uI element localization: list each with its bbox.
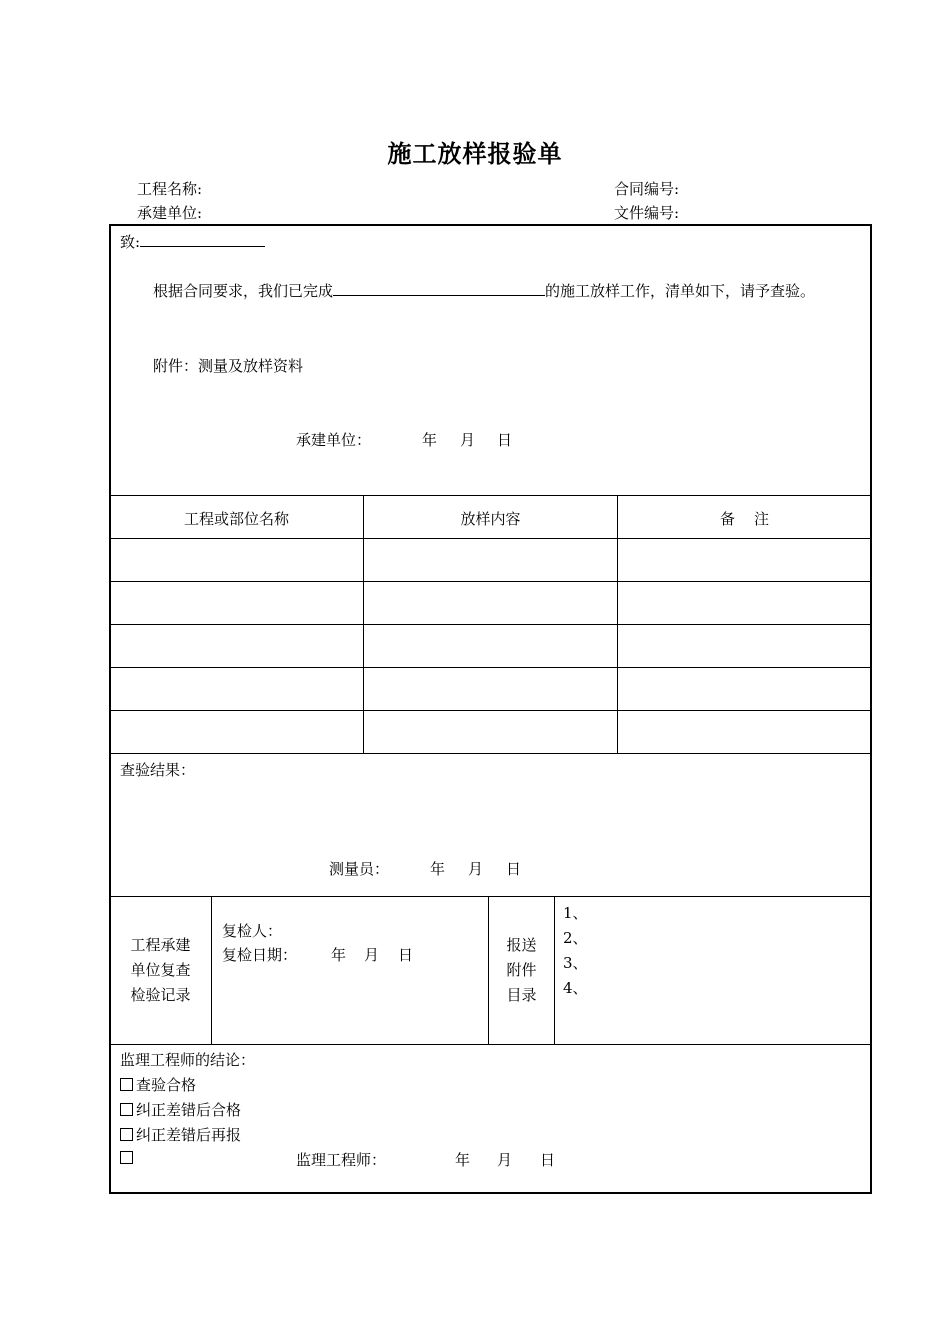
header-layout-content: 放样内容: [460, 510, 521, 528]
attach-label-line: 附件: [506, 961, 537, 979]
option-label: 纠正差错后再报: [136, 1126, 242, 1144]
col-line: [617, 495, 618, 753]
table-top-line: [110, 495, 871, 496]
notice-year: 年: [422, 431, 438, 449]
result-label: 查验结果：: [120, 761, 196, 779]
inspection-day: 日: [506, 860, 522, 878]
attach-label-line: 报送: [506, 936, 537, 954]
row-line: [110, 581, 871, 582]
notice-body-suffix: 的施工放样工作，清单如下，请予查验。: [545, 282, 816, 300]
contract-no-label: 合同编号:: [614, 180, 680, 198]
recheck-top-line: [110, 896, 871, 897]
inspection-year: 年: [430, 860, 446, 878]
recheck-label-line: 单位复查: [130, 961, 191, 979]
attach-label-line: 目录: [506, 986, 537, 1004]
inspection-month: 月: [468, 860, 484, 878]
recheck-bottom-line: [110, 1044, 871, 1045]
option-pass-after-fix[interactable]: [120, 1099, 241, 1120]
checkbox-icon[interactable]: [120, 1078, 133, 1091]
attachment-item: 4、: [563, 979, 588, 997]
contractor-label: 承建单位:: [137, 204, 203, 222]
recheck-year: 年: [331, 946, 347, 964]
checkbox-icon[interactable]: [120, 1151, 133, 1164]
file-no-label: 文件编号:: [614, 204, 680, 222]
attachment-item: 1、: [563, 904, 588, 922]
row-line: [110, 667, 871, 668]
supervisor-month: 月: [497, 1151, 513, 1169]
recheck-record-label: [110, 933, 211, 1008]
recheck-day: 日: [398, 946, 414, 964]
option-label: 纠正差错后合格: [136, 1101, 242, 1119]
surveyor-label: 测量员：: [329, 860, 390, 878]
to-label: 致:: [120, 233, 141, 251]
notice-month: 月: [460, 431, 476, 449]
page-title: 施工放样报验单: [387, 140, 563, 168]
attachment-dir-label: [489, 933, 554, 1008]
recheck-month: 月: [364, 946, 380, 964]
recheck-col-line: [554, 896, 555, 1044]
notice-body-prefix: 根据合同要求，我们已完成: [153, 282, 334, 300]
attachment-list: [563, 901, 588, 1001]
option-pass[interactable]: [120, 1074, 196, 1095]
contractor-sign: 承建单位：: [296, 431, 372, 449]
checkbox-icon[interactable]: [120, 1103, 133, 1116]
option-resubmit[interactable]: [120, 1124, 241, 1145]
option-label: 查验合格: [136, 1076, 197, 1094]
recheck-col-line: [211, 896, 212, 1044]
supervisor-day: 日: [540, 1151, 556, 1169]
option-other[interactable]: [120, 1149, 136, 1167]
col-line: [363, 495, 364, 753]
checkbox-icon[interactable]: [120, 1128, 133, 1141]
to-blank[interactable]: [140, 232, 265, 247]
table-bottom-line: [110, 753, 871, 754]
attachment-item: 2、: [563, 929, 588, 947]
notice-body: [153, 280, 815, 301]
rechecker-label: 复检人：: [222, 922, 283, 940]
recheck-label-line: 检验记录: [130, 986, 191, 1004]
row-line: [110, 624, 871, 625]
recheck-date-label: 复检日期：: [222, 946, 298, 964]
conclusion-label: 监理工程师的结论：: [120, 1051, 256, 1069]
supervisor-year: 年: [455, 1151, 471, 1169]
engineer-label: 监理工程师：: [296, 1151, 387, 1169]
header-project-part: 工程或部位名称: [183, 510, 289, 528]
attachment-item: 3、: [563, 954, 588, 972]
project-name-label: 工程名称:: [137, 180, 203, 198]
work-blank[interactable]: [333, 281, 545, 296]
attachment-text: 附件：测量及放样资料: [153, 357, 304, 375]
row-line: [110, 710, 871, 711]
notice-day: 日: [497, 431, 513, 449]
row-line: [110, 538, 871, 539]
header-remarks: 备 注: [719, 510, 770, 528]
to-line: [120, 231, 265, 252]
recheck-label-line: 工程承建: [130, 936, 191, 954]
